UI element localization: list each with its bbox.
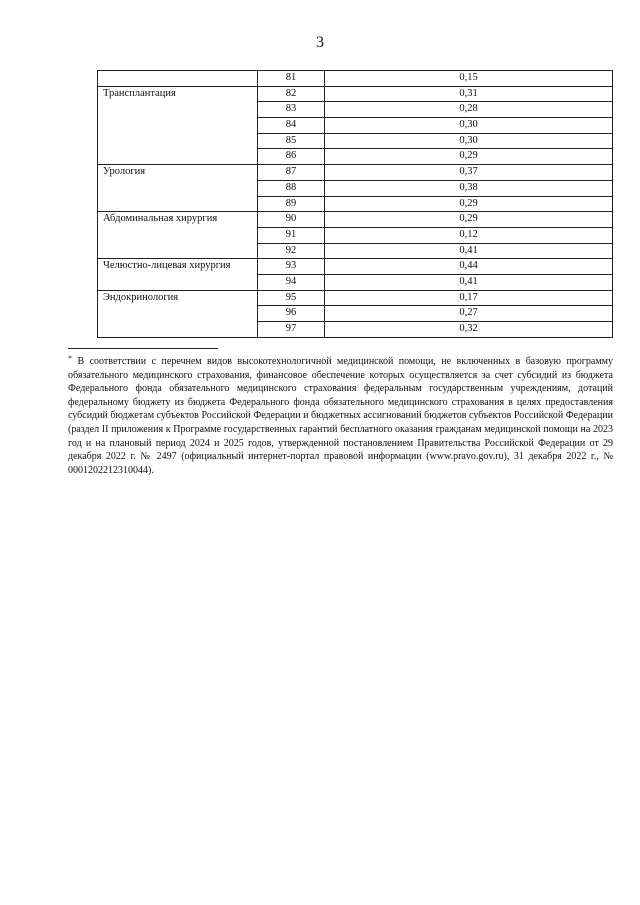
coefficient-value-cell: 0,38 <box>325 180 613 196</box>
group-number-cell: 85 <box>258 133 325 149</box>
profile-name-cell <box>98 71 258 87</box>
group-number-cell: 90 <box>258 212 325 228</box>
group-number-cell: 91 <box>258 227 325 243</box>
group-number-cell: 96 <box>258 306 325 322</box>
group-number-cell: 92 <box>258 243 325 259</box>
table-row <box>98 71 613 87</box>
footnote <box>68 355 613 477</box>
table-row <box>98 86 613 102</box>
group-number-cell: 81 <box>258 71 325 87</box>
group-number-cell: 95 <box>258 290 325 306</box>
profile-name-cell: Челюстно-лицевая хирургия <box>98 259 258 290</box>
profile-name-cell: Урология <box>98 165 258 212</box>
page-number: 3 <box>316 34 324 51</box>
profile-name-cell: Эндокринология <box>98 290 258 337</box>
group-number-cell: 87 <box>258 165 325 181</box>
coefficient-value-cell: 0,27 <box>325 306 613 322</box>
footnote-divider <box>68 348 218 349</box>
table-row <box>98 259 613 275</box>
group-number-cell: 83 <box>258 102 325 118</box>
coefficient-value-cell: 0,37 <box>325 165 613 181</box>
coefficient-value-cell: 0,44 <box>325 259 613 275</box>
coefficient-value-cell: 0,41 <box>325 243 613 259</box>
table-row <box>98 212 613 228</box>
coefficient-value-cell: 0,12 <box>325 227 613 243</box>
group-number-cell: 84 <box>258 118 325 134</box>
coefficient-value-cell: 0,29 <box>325 149 613 165</box>
footnote-marker: * <box>68 354 72 363</box>
coefficients-table <box>97 70 613 338</box>
group-number-cell: 93 <box>258 259 325 275</box>
group-number-cell: 88 <box>258 180 325 196</box>
coefficient-value-cell: 0,30 <box>325 133 613 149</box>
table-body <box>98 71 613 338</box>
group-number-cell: 86 <box>258 149 325 165</box>
group-number-cell: 89 <box>258 196 325 212</box>
coefficient-value-cell: 0,32 <box>325 322 613 338</box>
coefficient-value-cell: 0,15 <box>325 71 613 87</box>
table-row <box>98 165 613 181</box>
coefficient-value-cell: 0,31 <box>325 86 613 102</box>
coefficient-value-cell: 0,29 <box>325 212 613 228</box>
coefficient-value-cell: 0,28 <box>325 102 613 118</box>
coefficient-value-cell: 0,29 <box>325 196 613 212</box>
coefficient-value-cell: 0,41 <box>325 274 613 290</box>
group-number-cell: 94 <box>258 274 325 290</box>
group-number-cell: 97 <box>258 322 325 338</box>
coefficient-value-cell: 0,17 <box>325 290 613 306</box>
profile-name-cell: Трансплантация <box>98 86 258 164</box>
profile-name-cell: Абдоминальная хирургия <box>98 212 258 259</box>
coefficient-value-cell: 0,30 <box>325 118 613 134</box>
footnote-text: В соответствии с перечнем видов высокотехнологичной медицинской помощи, не включенных в базовую программу обязательного медицинского страхования, финансовое обеспечение которых осуществляется за счет субсидий из бюджета Федерального фонда обязательного медицинского страхования федеральным государственным учреждениям, дотаций федеральному бюджету из бюджета Федерального фонда обязательного медицинского страхования в целях предоставления субсидий бюджетам субъектов Российской Федерации и бюджетных ассигнований бюджетов субъектов Российской Федерации (раздел II приложения к Программе государственных гарантий бесплатного оказания гражданам медицинской помощи на 2023 год и на плановый период 2024 и 2025 годов, утвержденной постановлением Правительства Российской Федерации от 29 декабря 2022 г. № 2497 (официальный интернет-портал правовой информации (www.pravo.gov.ru), 31 декабря 2022 г., № 0001202212310044). <box>68 356 614 476</box>
group-number-cell: 82 <box>258 86 325 102</box>
table-row <box>98 290 613 306</box>
